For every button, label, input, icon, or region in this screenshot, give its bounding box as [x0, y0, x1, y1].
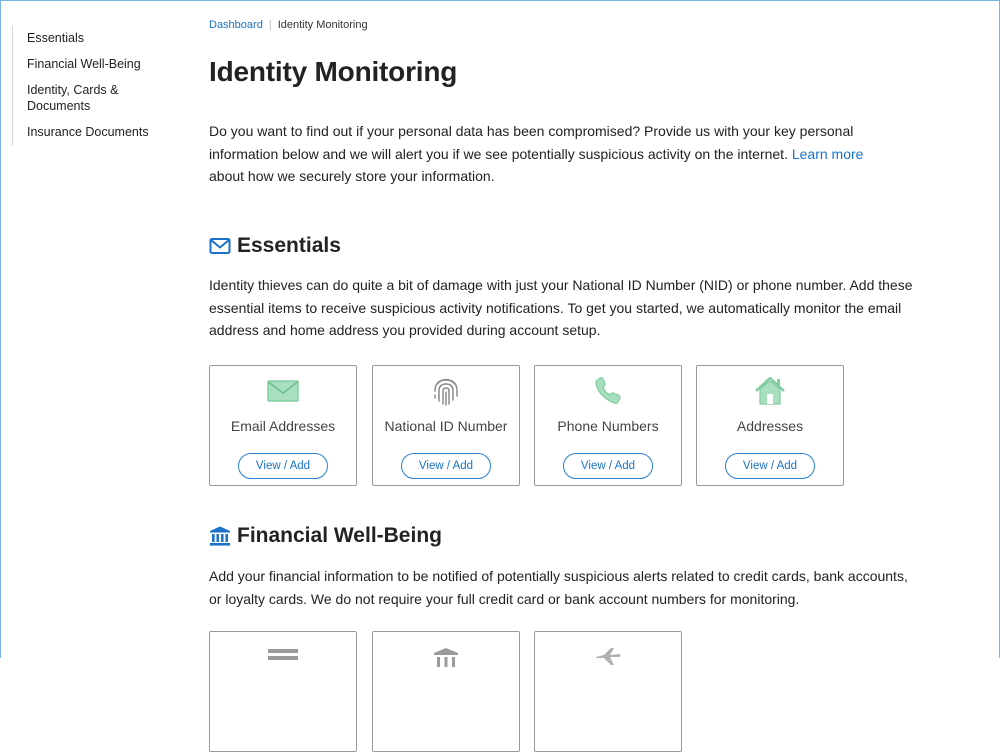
breadcrumb-separator: | [268, 19, 272, 31]
sidebar-item-essentials[interactable]: Essentials [27, 31, 84, 45]
bank-icon [209, 525, 231, 547]
sidebar-item-insurance-documents[interactable]: Insurance Documents [27, 125, 149, 139]
envelope-icon [209, 235, 231, 257]
card-credit-cards [209, 631, 357, 752]
airplane-icon [590, 640, 626, 674]
email-addresses-view-add-button[interactable]: View / Add [238, 453, 328, 479]
card-email-addresses [209, 365, 357, 486]
house-icon [752, 374, 788, 408]
section-title-financial-well-being [209, 524, 442, 548]
section-description-essentials: Identity thieves can do quite a bit of damage with just your National ID Number (NID) or phone number. Add these essential items to receive suspicious activity notifications. To get you started, we automatically monitor the email address and home address you provided during account setup. [209, 277, 913, 338]
card-loyalty-cards [534, 631, 682, 752]
section-title-text: Essentials [237, 234, 341, 257]
section-title-essentials [209, 234, 341, 258]
card-label: Phone Numbers [557, 418, 659, 434]
bank-icon [428, 640, 464, 674]
card-phone-numbers [534, 365, 682, 486]
national-id-view-add-button[interactable]: View / Add [401, 453, 491, 479]
sidebar-item-financial-well-being[interactable]: Financial Well-Being [27, 57, 141, 71]
card-label: Email Addresses [230, 418, 336, 434]
sidebar [12, 26, 163, 146]
addresses-view-add-button[interactable]: View / Add [725, 453, 815, 479]
learn-more-link[interactable]: Learn more [791, 145, 864, 162]
intro-text-part: Do you want to find out if your personal data has been compromised? Provide us with your key personal information below and we will alert you if we see potentially suspicious activity on the internet. [209, 123, 854, 162]
breadcrumb-dashboard-link[interactable]: Dashboard [209, 19, 263, 31]
section-description-financial-well-being: Add your financial information to be notified of potentially suspicious alerts related to credit cards, bank accounts, or loyalty cards. We do not require your full credit card or bank account numbers for monitoring. [209, 568, 908, 607]
card-label: Addresses [736, 418, 804, 434]
phone-icon [590, 374, 626, 408]
credit-card-icon [265, 640, 301, 674]
sidebar-item-identity-cards-documents[interactable]: Identity, Cards & Documents [27, 83, 119, 113]
intro-text [209, 120, 899, 188]
breadcrumb [209, 19, 368, 31]
phone-numbers-view-add-button[interactable]: View / Add [563, 453, 653, 479]
card-label: National ID Number [384, 418, 508, 434]
page-title: Identity Monitoring [209, 56, 458, 87]
section-title-text: Financial Well-Being [237, 524, 442, 547]
envelope-icon [265, 374, 301, 408]
card-national-id-number [372, 365, 520, 486]
card-addresses [696, 365, 844, 486]
fingerprint-icon [428, 374, 464, 408]
intro-text-part: about how we securely store your information. [209, 168, 495, 184]
card-bank-accounts [372, 631, 520, 752]
breadcrumb-current: Identity Monitoring [277, 19, 368, 31]
